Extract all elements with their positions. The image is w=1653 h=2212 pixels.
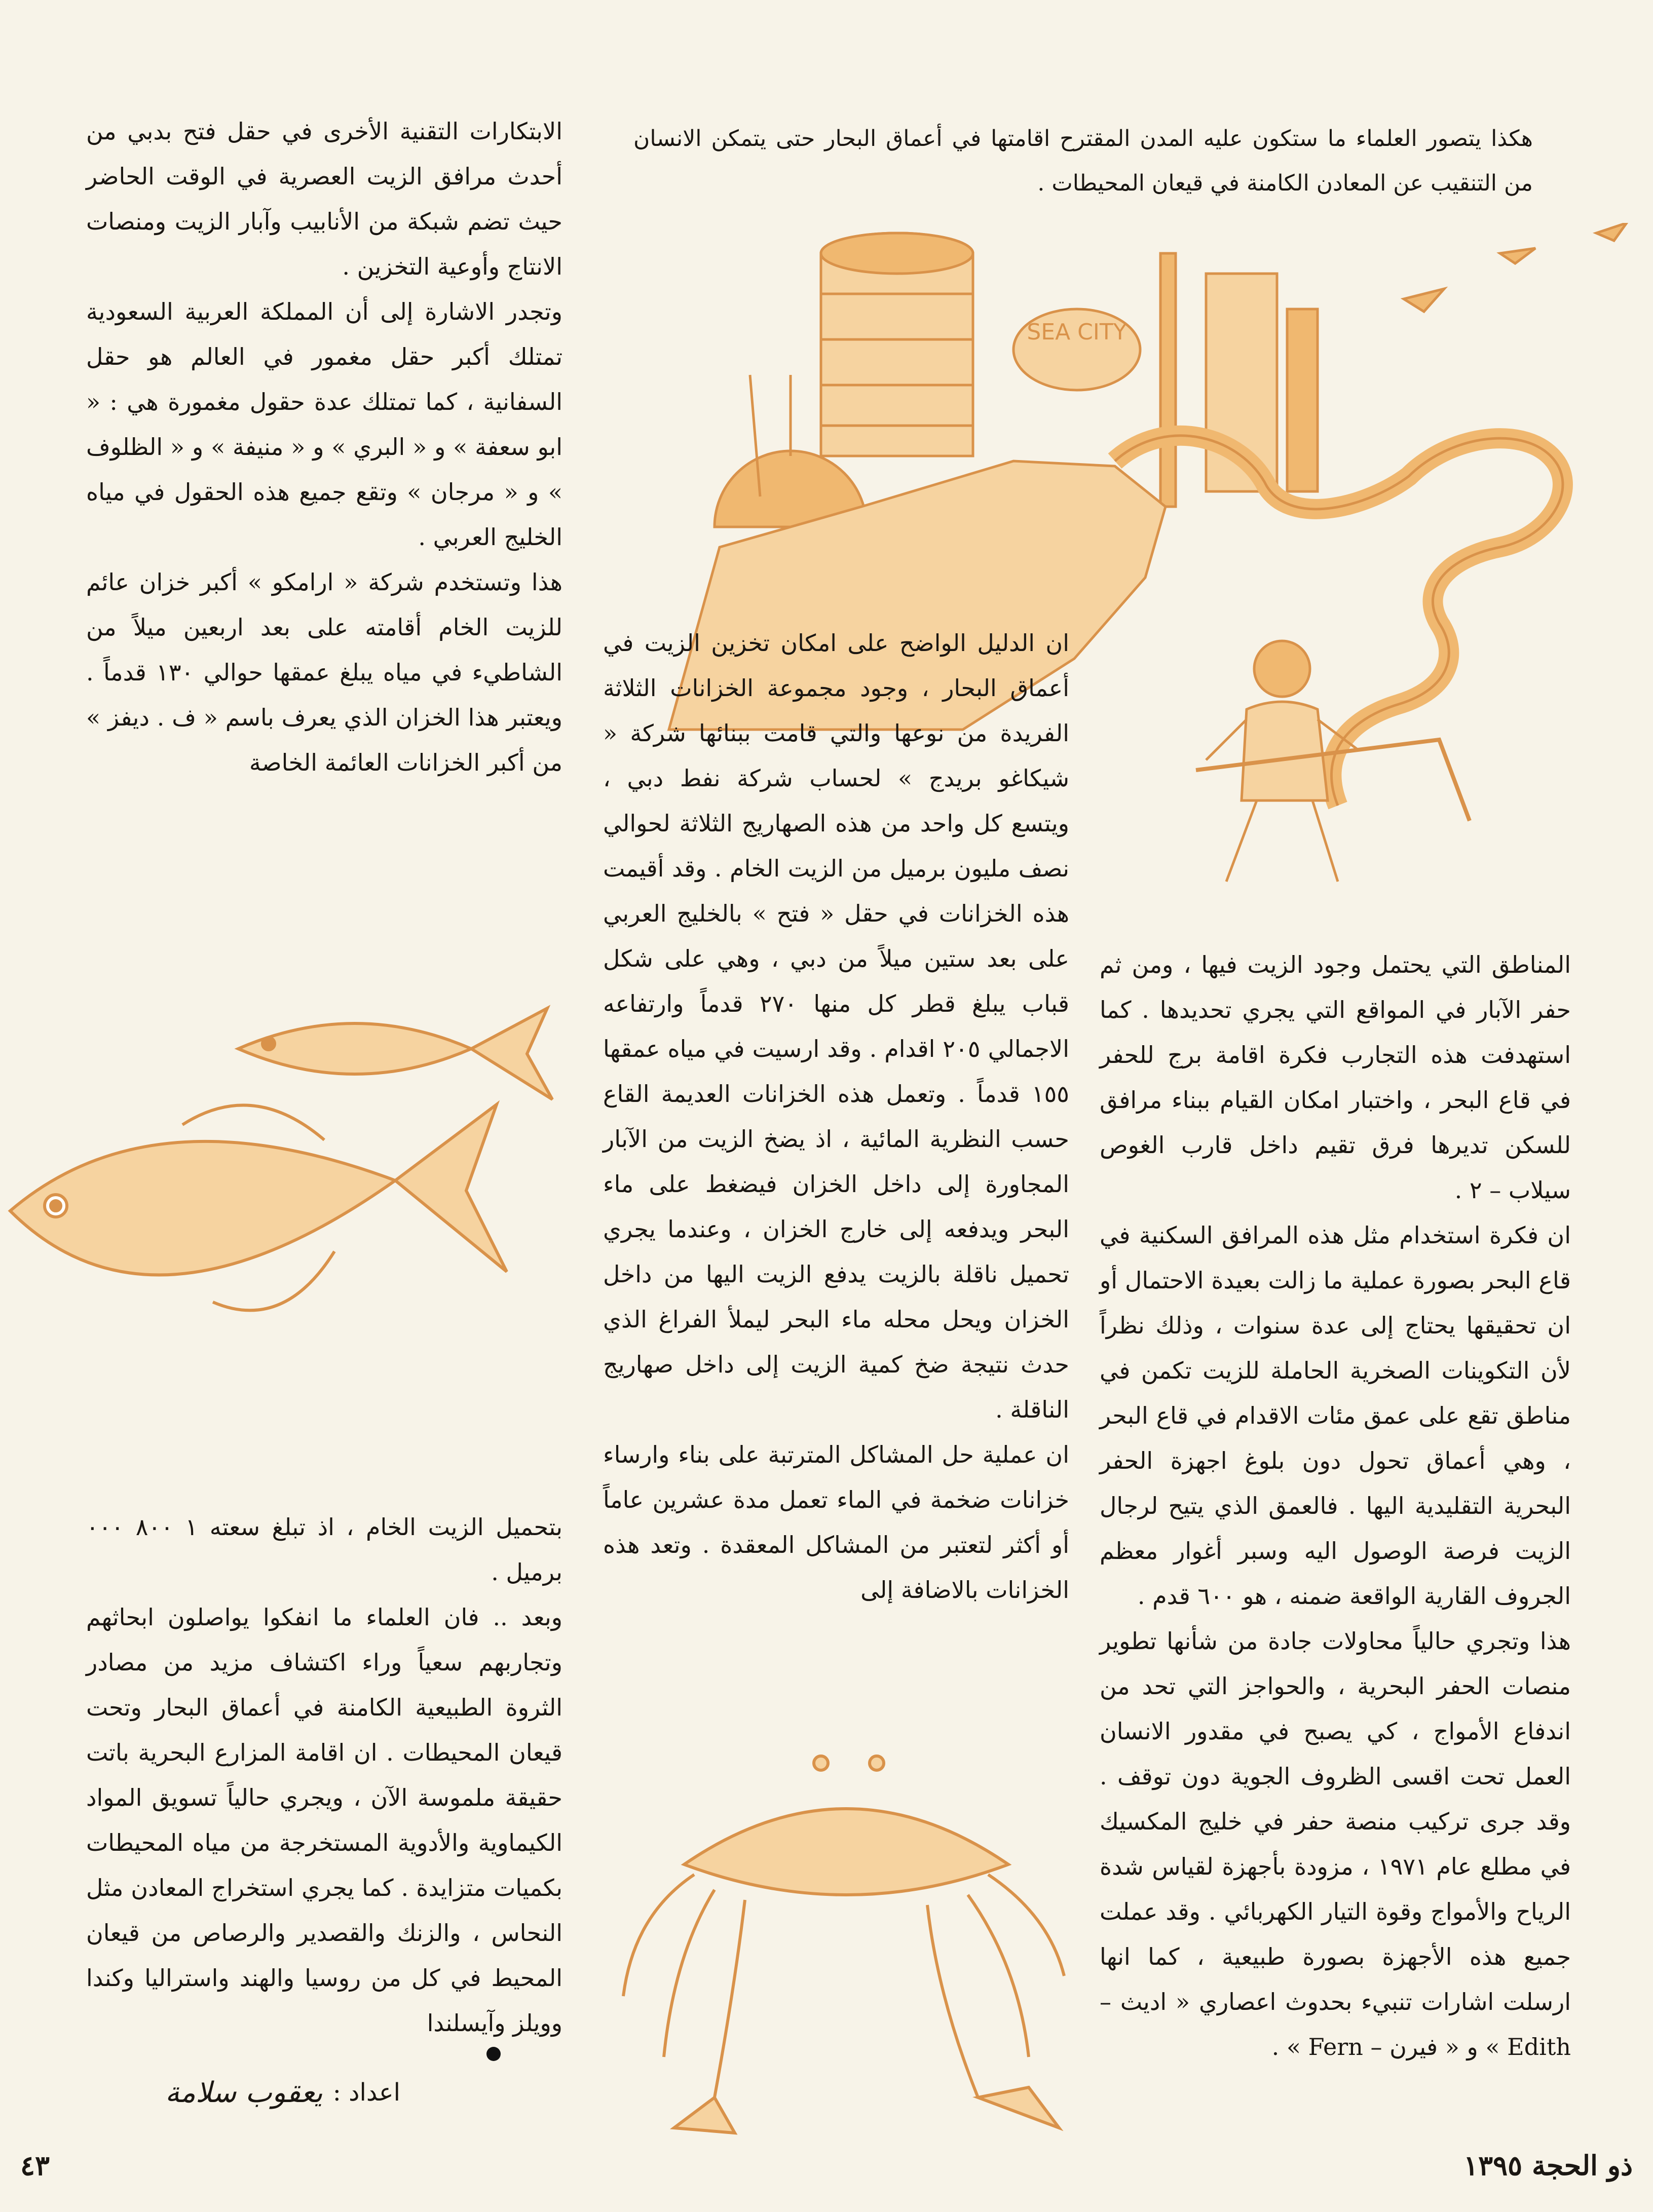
paragraph: الابتكارات التقنية الأخرى في حقل فتح بدبي من أحدث مرافق الزيت العصرية في الوقت الحاضر حيث تضم شبكة من الأنابيب وآبار الزيت ومنصات الانتاج وأوعية التخزين . [86, 118, 562, 280]
fish-svg [0, 988, 578, 1444]
paragraph: هذا وتستخدم شركة « ارامكو » أكبر خزان عائم للزيت الخام أقامته على بعد اربعين ميلاً من الشاطيء في مياه يبلغ عمقها حوالي ١٣٠ قدماً . ويعتبر هذا الخزان الذي يعرف باسم « ف . ديفز » من أكبر الخزانات العائمة الخاصة [86, 568, 563, 776]
paragraph: ان الدليل الواضح على امكان تخزين الزيت في أعماق البحار ، وجود مجموعة الخزانات الثلاثة الفريدة من نوعها والتي قامت ببنائها شركة « شيكاغو بريدج » لحساب شركة نفط دبي ، ويتسع كل واحد من هذه الصهاريج الثلاثة لحوالي نصف مليون برميل من الزيت الخام . وقد أقيمت هذه الخزانات في حقل « فتح » بالخليج العربي على بعد ستين ميلاً من دبي ، وهي على شكل قباب يبلغ قطر كل منها ٢٧٠ قدماً وارتفاعه الاجمالي ٢٠٥ اقدام . وقد ارسيت في مياه عمقها ١٥٥ قدماً . وتعمل هذه الخزانات العديمة القاع حسب النظرية المائية ، اذ يضخ الزيت من الآبار المجاورة إلى داخل الخزان فيضغط على ماء البحر ويدفعه إلى خارج الخزان ، وعندما يجري تحميل ناقلة بالزيت يدفع الزيت اليها من داخل الخزان ويحل محله ماء البحر ليملأ الفراغ الذي حدث نتيجة ضخ كمية الزيت إلى داخل صهاريج الناقلة . [603, 629, 1069, 1423]
signature-icon: يعقوب سلامة [165, 2076, 323, 2109]
text-column-middle [603, 621, 1069, 1613]
paragraph: ان فكرة استخدام مثل هذه المرافق السكنية في قاع البحر بصورة عملية ما زالت بعيدة الاحتمال أو ان تحقيقها يحتاج إلى عدة سنوات ، وذلك نظراً لأن التكوينات الصخرية الحاملة للزيت تكمن في مناطق تقع على عمق مئات الاقدام في قاع البحر ، وهي أعماق تحول دون بلوغ اجهزة الحفر البحرية التقليدية اليها . فالعمق الذي يتيح لرجال الزيت فرصة الوصول اليه وسبر أغوار معظم الجروف القارية الواقعة ضمنه ، هو ٦٠٠ قدم . [1100, 1222, 1571, 1610]
illustration-caption: هكذا يتصور العلماء ما ستكون عليه المدن المقترح اقامتها في أعماق البحار حتى يتمكن الانسان من التنقيب عن المعادن الكامنة في قيعان المحيطات . [633, 126, 1533, 196]
byline-label: اعداد : [332, 2078, 400, 2107]
crab-svg [583, 1733, 1115, 2148]
fish-illustration [0, 988, 578, 1444]
paragraph: بتحميل الزيت الخام ، اذ تبلغ سعته ١ ٨٠٠ ٠٠٠ برميل . [86, 1513, 563, 1586]
crab-illustration [583, 1733, 1115, 2148]
byline [86, 2062, 400, 2123]
text-column-left-top [86, 109, 562, 785]
paragraph: ان عملية حل المشاكل المترتبة على بناء وارساء خزانات ضخمة في الماء تعمل مدة عشرين عاماً أو أكثر لتعتبر من المشاكل المعقدة . وتعد هذه الخزانات بالاضافة إلى [603, 1441, 1069, 1604]
issue-date: ذو الحجة ١٣٩٥ [1463, 2149, 1633, 2182]
paragraph: وبعد .. فان العلماء ما انفكوا يواصلون ابحاثهم وتجاربهم سعياً وراء اكتشاف مزيد من مصادر الثروة الطبيعية الكامنة في أعماق البحار وتحت قيعان المحيطات . ان اقامة المزارع البحرية باتت حقيقة ملموسة الآن ، ويجري حالياً تسويق المواد الكيماوية والأدوية المستخرجة من مياه المحيطات بكميات متزايدة . كما يجري استخراج المعادن مثل النحاس ، والزنك والقصدير والرصاص من قيعان المحيط في كل من روسيا والهند واستراليا وكندا وويلز وآيسلندا [86, 1604, 562, 2037]
end-bullet-icon [486, 2047, 501, 2061]
paragraph: هذا وتجري حالياً محاولات جادة من شأنها تطوير منصات الحفر البحرية ، والحواجز التي تحد من اندفاع الأمواج ، كي يصبح في مقدور الانسان العمل تحت اقسى الظروف الجوية دون توقف . وقد جرى تركيب منصة حفر في خليج المكسيك في مطلع عام ١٩٧١ ، مزودة بأجهزة لقياس شدة الرياح والأمواج وقوة التيار الكهربائي . وقد عملت جميع هذه الأجهزة بصورة طبيعية ، كما انها ارسلت اشارات تنبيء بحدوث اعصاري « اديث – Edith » و « فيرن – Fern » . [1100, 1627, 1571, 2061]
text-column-left-bottom [86, 1505, 562, 2046]
paragraph: وتجدر الاشارة إلى أن المملكة العربية السعودية تمتلك أكبر حقل مغمور في العالم هو حقل السفانية ، كما تمتلك عدة حقول مغمورة هي : « ابو سعفة » و « البري » و « منيفة » و « الظلوف » و « مرجان » وتقع جميع هذه الحقول في مياه الخليج العربي . [86, 298, 562, 551]
page-number: ٤٣ [20, 2149, 50, 2182]
sea-city-sign-text: SEA CITY [1027, 319, 1127, 345]
text-column-right [1100, 942, 1571, 2070]
paragraph: المناطق التي يحتمل وجود الزيت فيها ، ومن ثم حفر الآبار في المواقع التي يجري تحديدها . كما استهدفت هذه التجارب فكرة اقامة برج للحفر في قاع البحر ، واختبار امكان القيام ببناء مرافق للسكن تديرها فرق تقيم داخل قارب الغوص سيلاب – ٢ . [1100, 951, 1571, 1204]
